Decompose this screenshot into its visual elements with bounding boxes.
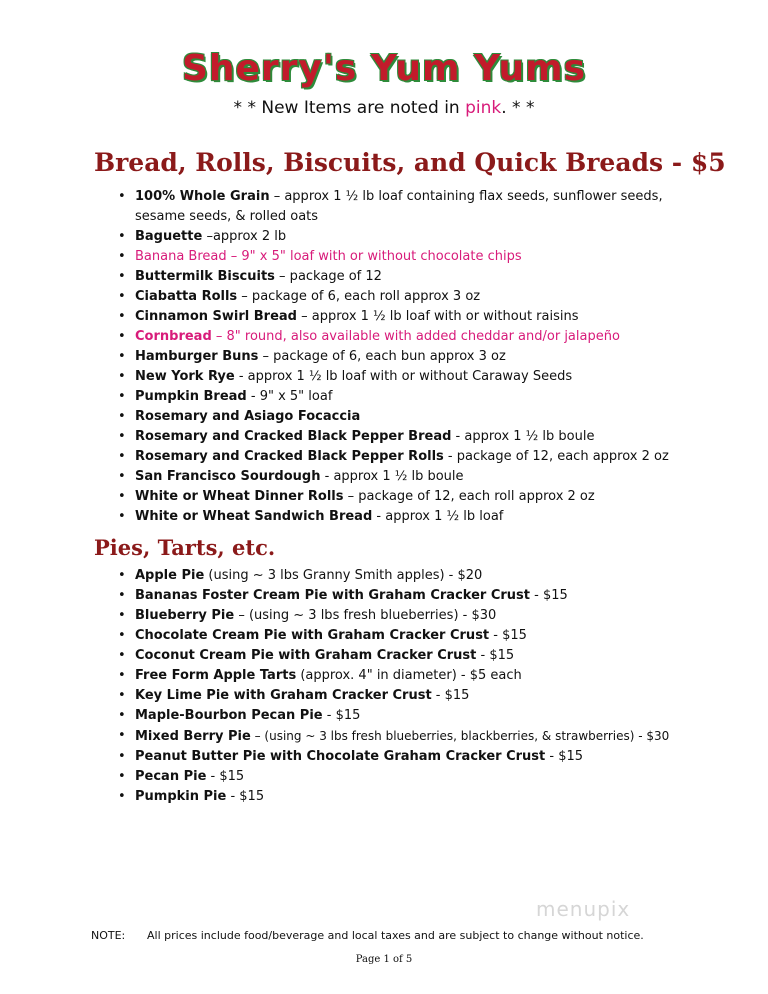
list-item: • Pumpkin Bread - 9" x 5" loaf [118, 387, 678, 407]
subtitle-suffix: . * * [501, 98, 535, 118]
list-item: • Rosemary and Cracked Black Pepper Rolls - package of 12, each approx 2 oz [118, 447, 678, 467]
list-item: • Bananas Foster Cream Pie with Graham Cracker Crust - $15 [118, 586, 678, 606]
list-item: • Rosemary and Cracked Black Pepper Bread - approx 1 ½ lb boule [118, 427, 678, 447]
list-item-new: • Banana Bread – 9" x 5" loaf with or without chocolate chips [118, 247, 678, 267]
list-item: • Maple-Bourbon Pecan Pie - $15 [118, 706, 678, 726]
note-text: All prices include food/beverage and local taxes and are subject to change without notice. [147, 929, 644, 942]
list-item: • Chocolate Cream Pie with Graham Cracker Crust - $15 [118, 626, 678, 646]
breads-list [118, 187, 678, 527]
list-item-new: • Cornbread – 8" round, also available with added cheddar and/or jalapeño [118, 327, 678, 347]
list-item: • Pumpkin Pie - $15 [118, 787, 678, 807]
pies-heading: Pies, Tarts, etc. [94, 535, 276, 560]
watermark: menupix [536, 897, 631, 921]
footer-note [91, 929, 644, 942]
list-item: • Mixed Berry Pie – (using ~ 3 lbs fresh blueberries, blackberries, & strawberries) - $30 [118, 726, 678, 747]
list-item: • White or Wheat Sandwich Bread - approx 1 ½ lb loaf [118, 507, 678, 527]
list-item: • Rosemary and Asiago Focaccia [118, 407, 678, 427]
pies-list [118, 566, 678, 807]
list-item: • Peanut Butter Pie with Chocolate Graham Cracker Crust - $15 [118, 747, 678, 767]
subtitle-pink-word: pink [465, 98, 502, 118]
list-item: • Key Lime Pie with Graham Cracker Crust - $15 [118, 686, 678, 706]
list-item: • Cinnamon Swirl Bread – approx 1 ½ lb loaf with or without raisins [118, 307, 678, 327]
list-item: • Hamburger Buns – package of 6, each bun approx 3 oz [118, 347, 678, 367]
list-item: • Ciabatta Rolls – package of 6, each roll approx 3 oz [118, 287, 678, 307]
menu-subtitle [0, 98, 768, 118]
list-item: • New York Rye - approx 1 ½ lb loaf with or without Caraway Seeds [118, 367, 678, 387]
list-item: • Baguette –approx 2 lb [118, 227, 678, 247]
note-label: NOTE: [91, 929, 126, 942]
list-item: • 100% Whole Grain – approx 1 ½ lb loaf containing flax seeds, sunflower seeds, sesame seeds, & rolled oats [118, 187, 678, 227]
list-item: • Blueberry Pie – (using ~ 3 lbs fresh blueberries) - $30 [118, 606, 678, 626]
list-item: • Free Form Apple Tarts (approx. 4" in diameter) - $5 each [118, 666, 678, 686]
menu-title: Sherry's Yum Yums [181, 48, 587, 89]
list-item: • Pecan Pie - $15 [118, 767, 678, 787]
list-item: • White or Wheat Dinner Rolls – package of 12, each roll approx 2 oz [118, 487, 678, 507]
page-number: Page 1 of 5 [355, 954, 413, 965]
subtitle-prefix: * * New Items are noted in [233, 98, 466, 118]
list-item: • San Francisco Sourdough - approx 1 ½ lb boule [118, 467, 678, 487]
breads-heading: Bread, Rolls, Biscuits, and Quick Breads - $5 [94, 148, 726, 177]
list-item: • Buttermilk Biscuits – package of 12 [118, 267, 678, 287]
list-item: • Coconut Cream Pie with Graham Cracker Crust - $15 [118, 646, 678, 666]
list-item: • Apple Pie (using ~ 3 lbs Granny Smith apples) - $20 [118, 566, 678, 586]
